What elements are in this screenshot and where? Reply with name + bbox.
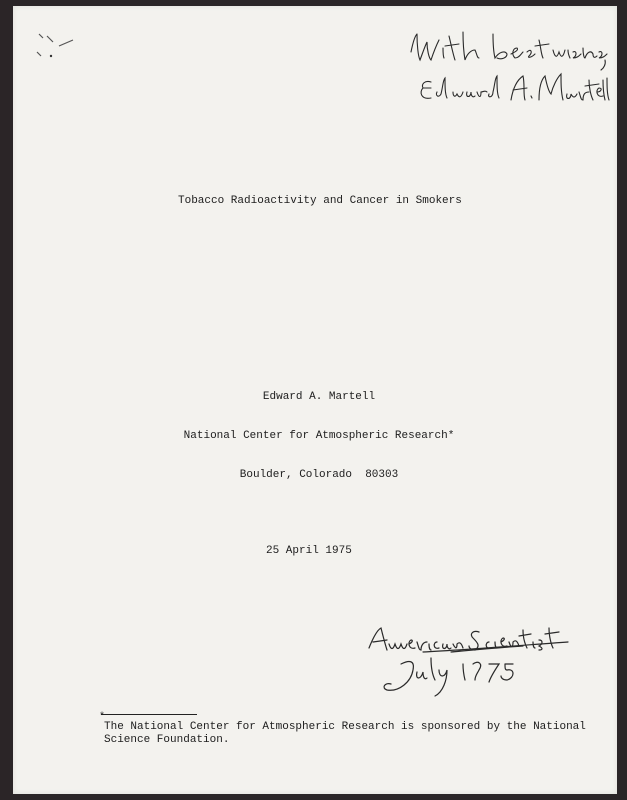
footnote-line-2: Science Foundation. — [104, 734, 230, 746]
author-affiliation: National Center for Atmospheric Research* — [183, 430, 455, 442]
footnote-rule — [101, 714, 197, 715]
footnote — [99, 712, 586, 769]
footnote-text — [104, 721, 586, 747]
handwritten-annotation — [363, 620, 573, 700]
paper-speck-marks — [31, 26, 81, 66]
author-name: Edward A. Martell — [262, 391, 376, 403]
document-title: Tobacco Radioactivity and Cancer in Smokers — [178, 195, 462, 207]
author-block — [180, 365, 458, 508]
handwritten-inscription — [401, 22, 611, 112]
document-page — [13, 6, 617, 794]
author-address: Boulder, Colorado 80303 — [239, 469, 399, 481]
footnote-line-1: The National Center for Atmospheric Research is sponsored by the National — [104, 721, 586, 733]
document-date: 25 April 1975 — [266, 545, 352, 557]
footnote-marker: * — [99, 712, 106, 723]
